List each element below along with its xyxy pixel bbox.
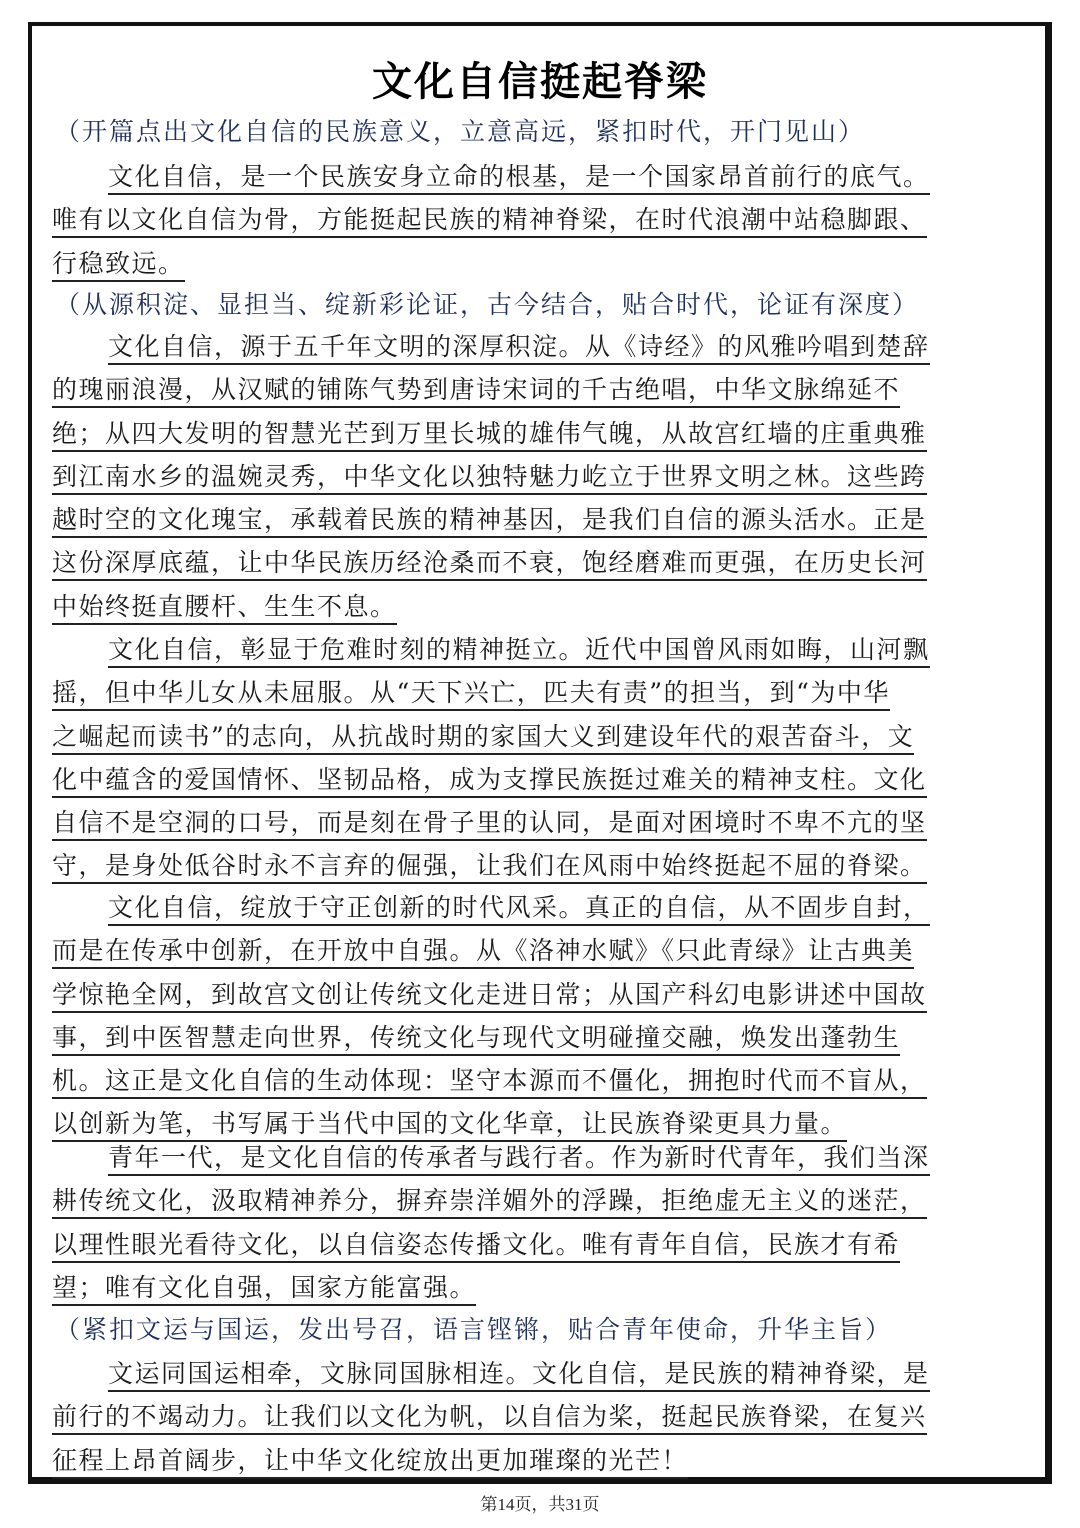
text-line: 机。这正是文化自信的生动体现：坚守本源而不僵化，拥抱时代而不盲从， xyxy=(52,1066,927,1099)
paragraph xyxy=(52,1136,1012,1309)
paragraph xyxy=(52,1352,1012,1482)
text-line: 中始终挺直腰杆、生生不息。 xyxy=(52,592,397,625)
text-line: 唯有以文化自信为骨，方能挺起民族的精神脊梁，在时代浪潮中站稳脚跟、 xyxy=(52,205,927,238)
text-line: 摇，但中华儿女从未屈服。从“天下兴亡，匹夫有责”的担当，到“为中华 xyxy=(52,678,890,711)
text-line: 文化自信，绽放于守正创新的时代风采。真正的自信，从不固步自封， xyxy=(108,893,930,926)
text-line: 青年一代，是文化自信的传承者与践行者。作为新时代青年，我们当深 xyxy=(108,1143,930,1176)
text-line: 到江南水乡的温婉灵秀，中华文化以独特魅力屹立于世界文明之林。这些跨 xyxy=(52,462,927,495)
text-line: 文化自信，彰显于危难时刻的精神挺立。近代中国曾风雨如晦，山河飘 xyxy=(108,635,930,668)
text-line: 文运同国运相牵，文脉同国脉相连。文化自信，是民族的精神脊梁，是 xyxy=(108,1359,930,1392)
paragraph xyxy=(52,155,1012,285)
text-line: 前行的不竭动力。让我们以文化为帆，以自信为桨，挺起民族脊梁，在复兴 xyxy=(52,1402,927,1435)
text-line: 越时空的文化瑰宝，承载着民族的精神基因，是我们自信的源头活水。正是 xyxy=(52,505,927,538)
text-line: 望；唯有文化自强，国家方能富强。 xyxy=(52,1273,476,1306)
page-number: 第14页，共31页 xyxy=(480,1495,600,1514)
text-line: 的瑰丽浪漫，从汉赋的铺陈气势到唐诗宋词的千古绝唱，中华文脉绵延不 xyxy=(52,375,900,408)
text-line: 绝；从四大发明的智慧光芒到万里长城的雄伟气魄，从故宫红墙的庄重典雅 xyxy=(52,419,927,452)
text-line: 文化自信，源于五千年文明的深厚积淀。从《诗经》的风雅吟唱到楚辞 xyxy=(108,332,930,365)
text-line: 征程上昂首阔步，让中华文化绽放出更加璀璨的光芒！ xyxy=(52,1446,688,1479)
text-line: 以理性眼光看待文化，以自信姿态传播文化。唯有青年自信，民族才有希 xyxy=(52,1230,900,1263)
text-line: 耕传统文化，汲取精神养分，摒弃崇洋媚外的浮躁，拒绝虚无主义的迷茫， xyxy=(52,1186,927,1219)
annotation-note: （从源积淀、显担当、绽新彩论证，古今结合，贴合时代，论证有深度） xyxy=(55,290,920,319)
text-line: 守，是身处低谷时永不言弃的倔强，让我们在风雨中始终挺起不屈的脊梁。 xyxy=(52,851,927,884)
annotation-note: （紧扣文运与国运，发出号召，语言铿锵，贴合青年使命，升华主旨） xyxy=(55,1315,893,1344)
annotation-note: （开篇点出文化自信的民族意义，立意高远，紧扣时代，开门见山） xyxy=(55,117,866,146)
text-line: 之崛起而读书”的志向，从抗战时期的家国大义到建设年代的艰苦奋斗，文 xyxy=(52,722,914,755)
text-line: 以创新为笔，书写属于当代中国的文化华章，让民族脊梁更具力量。 xyxy=(52,1109,847,1142)
paragraph xyxy=(52,628,1012,888)
text-line: 而是在传承中创新，在开放中自强。从《洛神水赋》《只此青绿》让古典美 xyxy=(52,936,914,969)
text-line: 化中蕴含的爱国情怀、坚韧品格，成为支撑民族挺过难关的精神支柱。文化 xyxy=(52,765,927,798)
paragraph xyxy=(52,886,1012,1146)
text-line: 学惊艳全网，到故宫文创让传统文化走进日常；从国产科幻电影讲述中国故 xyxy=(52,980,927,1013)
text-line: 文化自信，是一个民族安身立命的根基，是一个国家昂首前行的底气。 xyxy=(108,162,930,195)
text-line: 这份深厚底蕴，让中华民族历经沧桑而不衰，饱经磨难而更强，在历史长河 xyxy=(52,548,927,581)
text-line: 事，到中医智慧走向世界，传统文化与现代文明碰撞交融，焕发出蓬勃生 xyxy=(52,1023,900,1056)
text-line: 自信不是空洞的口号，而是刻在骨子里的认同，是面对困境时不卑不亢的坚 xyxy=(52,808,927,841)
paragraph xyxy=(52,325,1012,628)
text-line: 行稳致远。 xyxy=(52,249,185,282)
essay-title: 文化自信挺起脊梁 xyxy=(372,59,708,105)
